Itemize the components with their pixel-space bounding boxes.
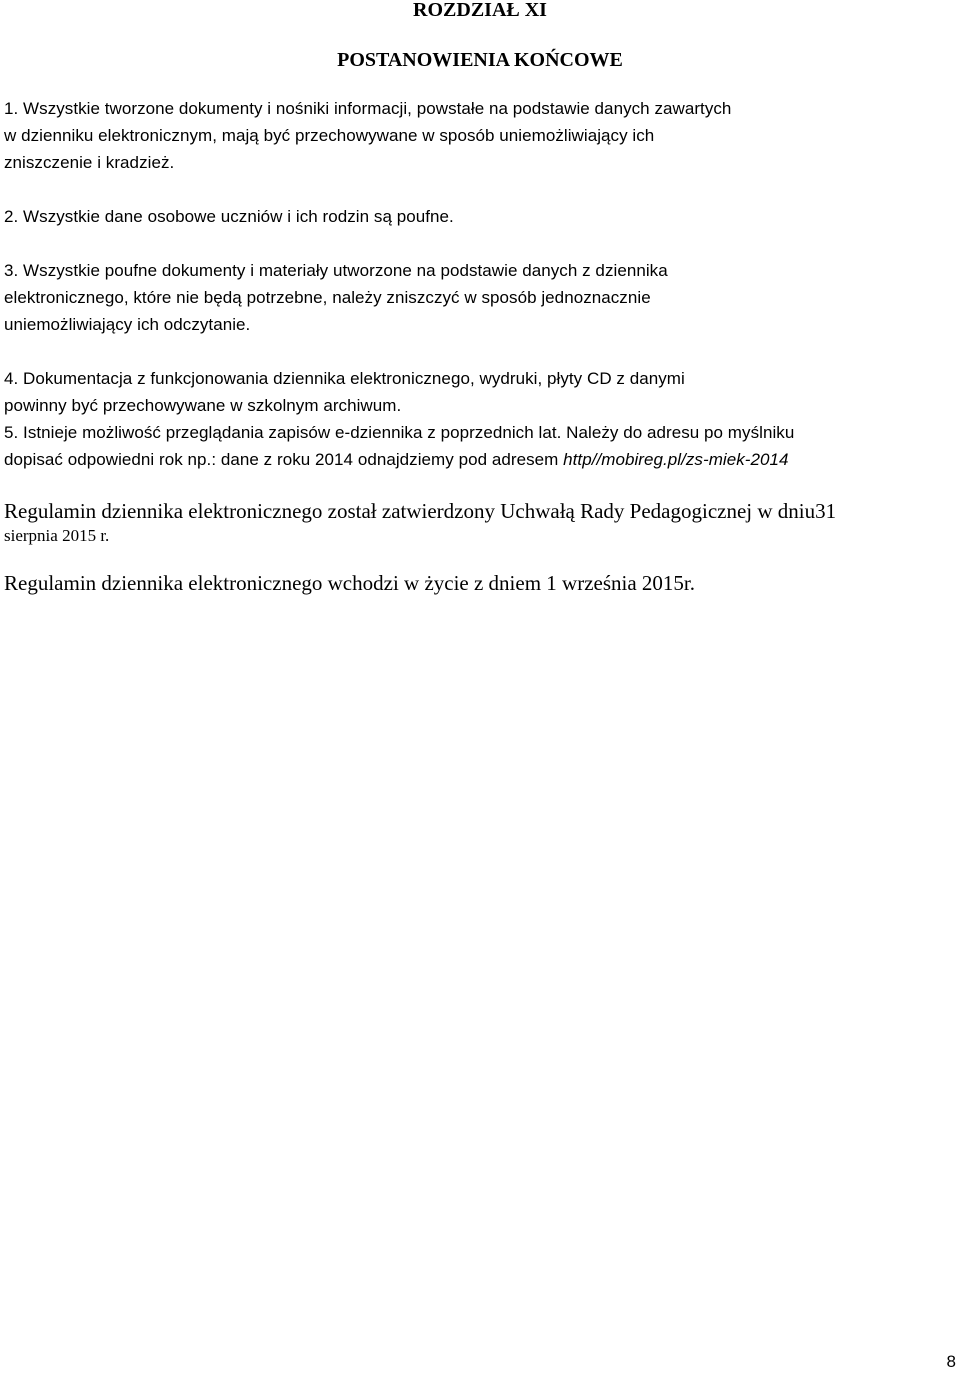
paragraph-5-line-2 — [4, 446, 949, 473]
paragraph-3 — [4, 257, 949, 338]
paragraph-4 — [4, 365, 949, 419]
paragraph-2-line-1: 2. Wszystkie dane osobowe uczniów i ich rodzin są poufne. — [4, 207, 454, 226]
paragraph-5 — [4, 419, 949, 473]
approval-line-1: Regulamin dziennika elektronicznego został zatwierdzony Uchwałą Rady Pedagogicznej w dniu31 — [4, 499, 837, 523]
paragraph-3-line-1: 3. Wszystkie poufne dokumenty i materiały utworzone na podstawie danych z dziennika — [4, 261, 668, 280]
paragraph-4-line-2: powinny być przechowywane w szkolnym archiwum. — [4, 396, 402, 415]
paragraph-1-line-3: zniszczenie i kradzież. — [4, 153, 175, 172]
paragraph-1-line-1: 1. Wszystkie tworzone dokumenty i nośniki informacji, powstałe na podstawie danych zawartych — [4, 99, 732, 118]
approval-line-2: sierpnia 2015 r. — [4, 526, 110, 545]
paragraph-1 — [4, 95, 949, 176]
paragraph-2 — [4, 203, 949, 230]
paragraph-5-line-1: 5. Istnieje możliwość przeglądania zapisów e-dziennika z poprzednich lat. Należy do adresu po myślniku — [4, 423, 795, 442]
effective-date-statement: Regulamin dziennika elektronicznego wchodzi w życie z dniem 1 września 2015r. — [4, 571, 696, 595]
paragraph-5-line-2-text: dopisać odpowiedni rok np.: dane z roku 2014 odnajdziemy pod adresem — [4, 450, 564, 469]
page-number: 8 — [946, 1352, 956, 1371]
paragraph-4-line-1: 4. Dokumentacja z funkcjonowania dziennika elektronicznego, wydruki, płyty CD z danymi — [4, 369, 685, 388]
paragraph-3-line-2: elektronicznego, które nie będą potrzebne, należy zniszczyć w sposób jednoznacznie — [4, 288, 651, 307]
paragraph-3-line-3: uniemożliwiający ich odczytanie. — [4, 315, 251, 334]
chapter-heading: ROZDZIAŁ XI — [413, 0, 547, 21]
archive-address-link[interactable]: http//mobireg.pl/zs-miek-2014 — [563, 450, 789, 469]
paragraph-1-line-2: w dzienniku elektronicznym, mają być przechowywane w sposób uniemożliwiający ich — [4, 126, 655, 145]
section-title: POSTANOWIENIA KOŃCOWE — [337, 49, 623, 71]
approval-statement — [4, 497, 949, 547]
